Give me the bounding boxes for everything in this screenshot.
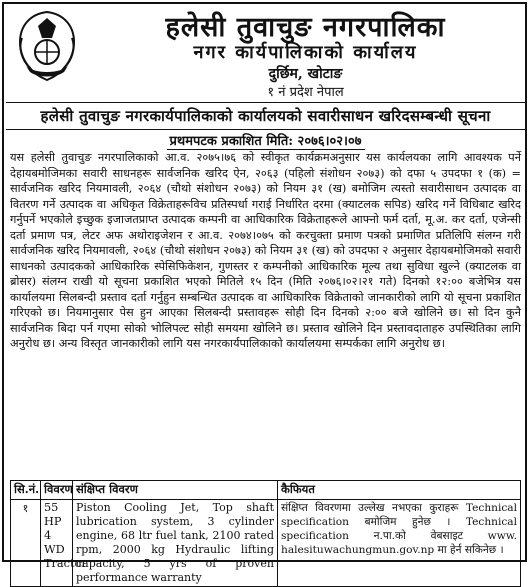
office-address: दुर्छिम, खोटाङ xyxy=(268,66,343,82)
office-name: नगर कार्यपालिकाको कार्यालय xyxy=(193,42,418,63)
notice-body: यस हलेसी तुवाचुङ नगरपालिकाको आ.व. २०७५।७६ को स्वीकृत कार्यक्रमअनुसार यस कार्यलयका लागि आवश्यक पर्ने देहायबमोजिमका सवारी साधनहरू सार्वजनिक खरिद ऐन, २०६३ (पहिलो संशोधन २०७३) को दफा ५ उपदफा १ (क) = सार्वजनिक खरिद नियमावली, २०६४ (चौथो संशोधन २०७३) को नियम ३१ (ख) बमोजिम त्यस्तो सवारीसाधन उत्पादक वा वितरण गर्ने उत्पादक वा अधिकृत विक्रेताहरूविच प्रतिस्पर्धा गराई निर्धारित दरमा (क्याटलक सपिड) खरिद गर्ने विधिबाट खरिद गर्नुपर्ने भएकोले इच्छुक इजाजतप्राप्त उत्पादक कम्पनी वा आधिकारिक विक्रेताहरूले आफ्नो फर्म दर्ता, मू.अ. कर दर्ता, एजेन्सी दर्ता प्रमाण पत्र, लेटर अफ अथोराइजेशन र आ.व. २०७४।०७५ को करचुक्ता प्रमाण पत्रको प्रमाणित प्रतिलिपि संलग्न गरी सार्वजनिक खरिद नियमावली, २०६४ (चौथो संशोधन २०७३) को नियम ३१ (ख) को उपदफा २ अनुसार देहायबमोजिमको सवारी साधनको उत्पादकको आधिकारिक स्पेसिफिकेशन, गुणस्तर र कम्पनीको आधिकारिक मूल्य तथा सुविधा खुल्ने (क्याटलक वा ब्रोसर) संलग्न राखी यो सूचना प्रकाशित भएको मितिले १५ दिन (मिति २०७६।०२।२१ गते) दिनको १२:०० बजेभित्र यस कार्यालयमा सिलबन्दी प्रस्ताव दर्ता गर्नुहुन सम्बन्धित उत्पादक वा आधिकारिक विक्रेताको जानकारीको लागि यो सूचना प्रकाशित गरिएको छ। नियमानुसार पेस हुन आएका सिलबन्दी प्रस्तावहरू सोही दिन दिनको २:०० बजे खोलिने छ। सो दिन कुनै सार्वजनिक बिदा पर्न गएमा सोको भोलिपल्ट सोही समयमा खोलिने छ। प्रस्ताव खोलिने दिन प्रस्तावदाताहरु उपस्थितिका लागि अनुरोध छ। अन्य विस्तृत जानकारीको लागि यस नगरकार्यपालिकाको कार्यालयमा सम्पर्कका लागि अनुरोध छ। xyxy=(10,151,521,350)
province-label: १ नं प्रदेश नेपाल xyxy=(267,85,344,100)
header-short-description: संक्षिप्त विवरण xyxy=(73,481,278,500)
nepal-emblem-icon xyxy=(12,8,82,86)
header-item: विवरण xyxy=(41,481,73,500)
municipality-name: हलेसी तुवाचुङ नगरपालिका xyxy=(165,12,446,43)
notice-title: हलेसी तुवाचुङ नगरकार्यपालिकाको कार्यालयको सवारीसाधन खरिदसम्बन्धी सूचना xyxy=(40,107,491,125)
header-remarks: कैफियत xyxy=(278,481,521,500)
table-row xyxy=(11,500,521,587)
table-header-row xyxy=(11,481,521,500)
cell-description: Piston Cooling Jet, Top shaft lubrication system, 3 cylinder engine, 68 ltr fuel tank, 2100 rated rpm, 2000 kg Hydraulic lifting capacity, 5 yrs of proven performance warranty xyxy=(73,500,278,587)
vehicle-spec-table xyxy=(10,480,521,587)
notice-title-banner xyxy=(6,102,525,130)
cell-remarks: संक्षिप्त विवरणमा उल्लेख नभएका कुराहरू Technical specification बमोजिम हुनेछ । Technical specification न.पा.को वेबसाइट www. halesituwachungmun.gov.np मा हेर्न सकिनेछ । xyxy=(278,500,521,587)
cell-item: 55 HP 4 WD Tractor xyxy=(41,500,73,587)
first-published-date-line xyxy=(0,131,531,149)
header-serial-number: सि.नं. xyxy=(11,481,41,500)
first-published-date: प्रथमपटक प्रकाशित मिति: २०७६।०२।०७ xyxy=(167,134,365,150)
cell-serial-number: १ xyxy=(11,500,41,587)
